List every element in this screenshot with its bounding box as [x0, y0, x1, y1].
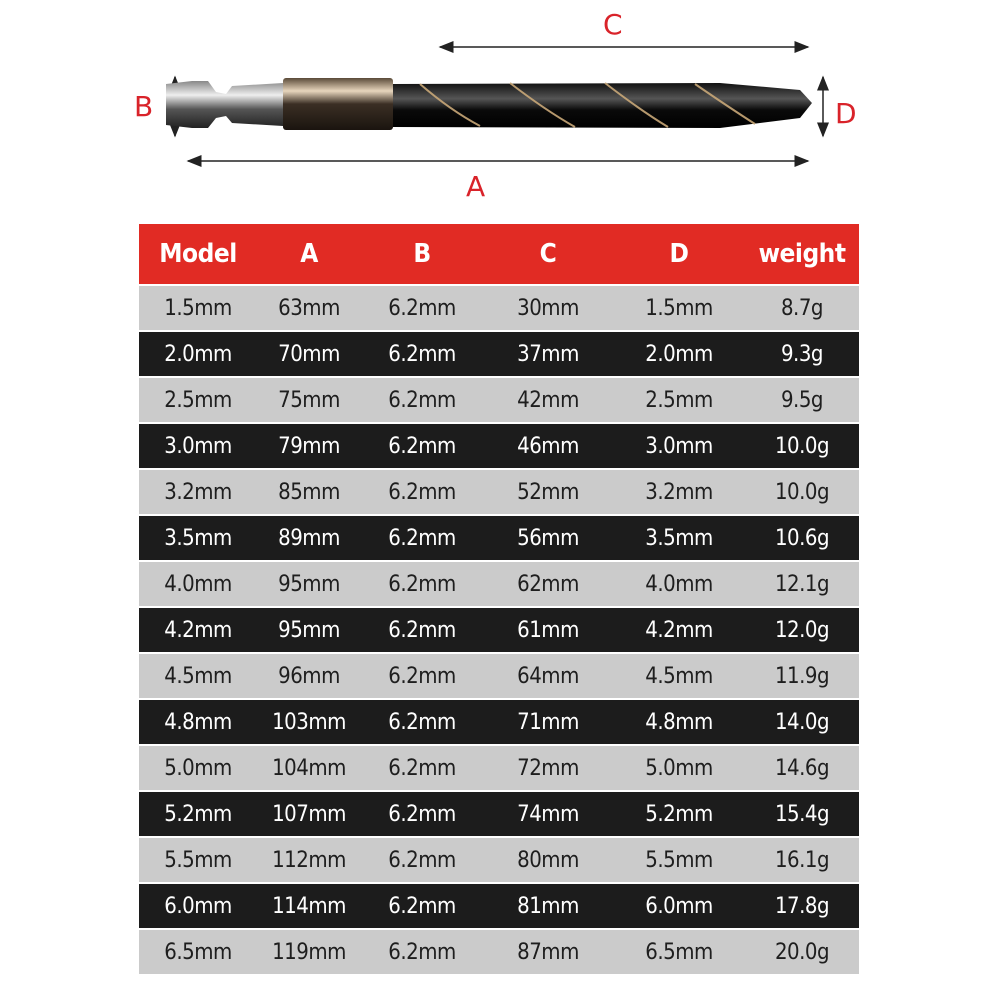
cell-a: 63mm	[278, 295, 340, 321]
column-header-a: A	[300, 239, 318, 269]
cell-d: 4.0mm	[645, 571, 713, 597]
cell-model: 4.5mm	[164, 663, 232, 689]
cell-c: 61mm	[517, 617, 579, 643]
cell-c: 46mm	[517, 433, 579, 459]
cell-b: 6.2mm	[388, 709, 456, 735]
cell-c: 52mm	[517, 479, 579, 505]
table-row	[139, 516, 859, 560]
cell-c: 42mm	[517, 387, 579, 413]
cell-d: 5.5mm	[645, 847, 713, 873]
cell-d: 3.2mm	[645, 479, 713, 505]
spec-table	[139, 224, 859, 976]
cell-model: 6.0mm	[164, 893, 232, 919]
dimension-label-b: B	[134, 90, 154, 123]
cell-b: 6.2mm	[388, 571, 456, 597]
cell-b: 6.2mm	[388, 893, 456, 919]
cell-c: 81mm	[517, 893, 579, 919]
cell-b: 6.2mm	[388, 387, 456, 413]
cell-a: 104mm	[272, 755, 346, 781]
cell-d: 6.0mm	[645, 893, 713, 919]
cell-b: 6.2mm	[388, 433, 456, 459]
cell-weight: 10.0g	[774, 433, 830, 459]
cell-model: 4.2mm	[164, 617, 232, 643]
cell-b: 6.2mm	[388, 617, 456, 643]
cell-a: 85mm	[278, 479, 340, 505]
cell-model: 2.5mm	[164, 387, 232, 413]
cell-c: 71mm	[517, 709, 579, 735]
table-row	[139, 746, 859, 790]
table-row	[139, 470, 859, 514]
cell-a: 95mm	[278, 617, 340, 643]
cell-c: 37mm	[517, 341, 579, 367]
cell-weight: 16.1g	[774, 847, 830, 873]
dimension-label-a: A	[466, 170, 486, 203]
drill-bit-diagram	[0, 0, 1001, 215]
cell-weight: 15.4g	[774, 801, 830, 827]
cell-weight: 8.7g	[780, 295, 824, 321]
cell-weight: 11.9g	[774, 663, 830, 689]
cell-a: 96mm	[278, 663, 340, 689]
cell-d: 6.5mm	[645, 939, 713, 965]
column-header-model: Model	[159, 239, 237, 269]
cell-weight: 14.6g	[774, 755, 830, 781]
cell-b: 6.2mm	[388, 479, 456, 505]
column-header-weight: weight	[758, 239, 846, 269]
cell-a: 79mm	[278, 433, 340, 459]
table-row	[139, 930, 859, 974]
cell-c: 87mm	[517, 939, 579, 965]
cell-weight: 9.3g	[780, 341, 824, 367]
table-row	[139, 792, 859, 836]
cell-d: 3.0mm	[645, 433, 713, 459]
cell-a: 95mm	[278, 571, 340, 597]
table-row	[139, 424, 859, 468]
table-row	[139, 654, 859, 698]
table-row	[139, 884, 859, 928]
cell-b: 6.2mm	[388, 341, 456, 367]
cell-model: 3.0mm	[164, 433, 232, 459]
cell-a: 119mm	[272, 939, 346, 965]
cell-c: 80mm	[517, 847, 579, 873]
cell-b: 6.2mm	[388, 525, 456, 551]
cell-model: 1.5mm	[164, 295, 232, 321]
cell-c: 74mm	[517, 801, 579, 827]
cell-d: 5.2mm	[645, 801, 713, 827]
cell-model: 5.2mm	[164, 801, 232, 827]
cell-model: 3.2mm	[164, 479, 232, 505]
column-header-c: C	[539, 239, 557, 269]
table-header	[139, 224, 859, 284]
cell-model: 6.5mm	[164, 939, 232, 965]
cell-b: 6.2mm	[388, 939, 456, 965]
cell-weight: 12.0g	[774, 617, 830, 643]
table-row	[139, 608, 859, 652]
cell-b: 6.2mm	[388, 847, 456, 873]
cell-d: 4.8mm	[645, 709, 713, 735]
table-row	[139, 562, 859, 606]
cell-a: 112mm	[272, 847, 346, 873]
table-row	[139, 378, 859, 422]
cell-c: 64mm	[517, 663, 579, 689]
cell-d: 4.2mm	[645, 617, 713, 643]
cell-model: 2.0mm	[164, 341, 232, 367]
cell-model: 4.8mm	[164, 709, 232, 735]
table-row	[139, 286, 859, 330]
cell-b: 6.2mm	[388, 663, 456, 689]
cell-weight: 14.0g	[774, 709, 830, 735]
table-row	[139, 838, 859, 882]
cell-weight: 10.0g	[774, 479, 830, 505]
cell-a: 103mm	[272, 709, 346, 735]
table-row	[139, 700, 859, 744]
cell-a: 75mm	[278, 387, 340, 413]
cell-b: 6.2mm	[388, 801, 456, 827]
cell-c: 30mm	[517, 295, 579, 321]
table-row	[139, 332, 859, 376]
cell-d: 2.5mm	[645, 387, 713, 413]
dimension-label-c: C	[603, 8, 623, 41]
column-header-d: D	[669, 239, 689, 269]
cell-d: 3.5mm	[645, 525, 713, 551]
cell-a: 70mm	[278, 341, 340, 367]
cell-b: 6.2mm	[388, 755, 456, 781]
cell-model: 5.0mm	[164, 755, 232, 781]
cell-weight: 17.8g	[774, 893, 830, 919]
cell-c: 62mm	[517, 571, 579, 597]
cell-weight: 9.5g	[780, 387, 824, 413]
cell-a: 89mm	[278, 525, 340, 551]
cell-weight: 12.1g	[774, 571, 830, 597]
dimension-label-d: D	[835, 97, 857, 130]
cell-d: 4.5mm	[645, 663, 713, 689]
cell-model: 3.5mm	[164, 525, 232, 551]
cell-d: 5.0mm	[645, 755, 713, 781]
cell-weight: 10.6g	[774, 525, 830, 551]
cell-c: 56mm	[517, 525, 579, 551]
cell-d: 1.5mm	[645, 295, 713, 321]
column-header-b: B	[413, 239, 431, 269]
cell-c: 72mm	[517, 755, 579, 781]
cell-model: 4.0mm	[164, 571, 232, 597]
cell-model: 5.5mm	[164, 847, 232, 873]
cell-a: 114mm	[272, 893, 346, 919]
cell-a: 107mm	[272, 801, 346, 827]
cell-weight: 20.0g	[774, 939, 830, 965]
cell-b: 6.2mm	[388, 295, 456, 321]
cell-d: 2.0mm	[645, 341, 713, 367]
